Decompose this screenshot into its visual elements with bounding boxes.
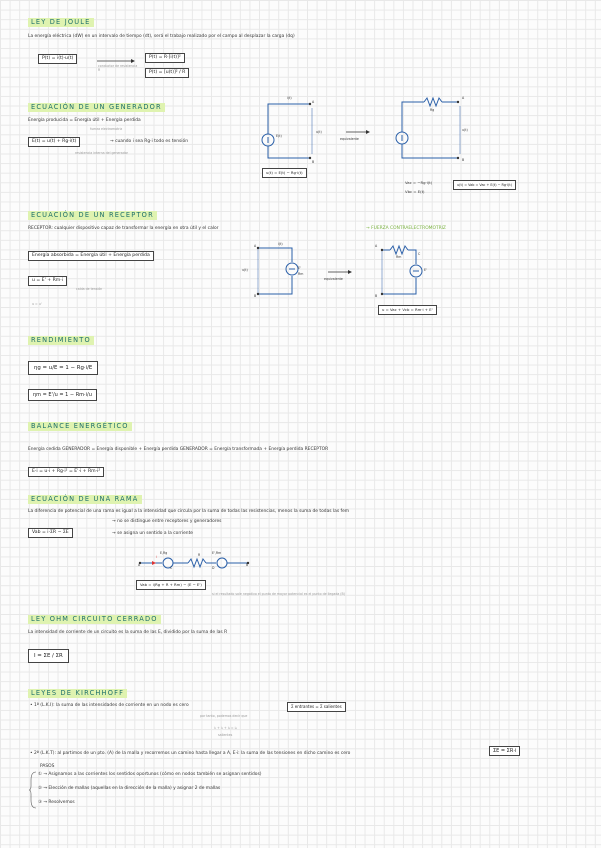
rama-line: La diferencia de potencial de una rama es igual a la intensidad que circula por la suma de todas las resistencias, menos la suma de todas las fem [28, 509, 350, 514]
ohm-line: La intensidad de corriente de un circuito es la suma de las E, dividido por la suma de las R [28, 630, 228, 635]
ohm-heading: LEY OHM CIRCUITO CERRADO [28, 615, 161, 624]
receptor-line: RECEPTOR: cualquier dispositivo capaz de transformar la energía en otra útil y el calor [28, 226, 219, 231]
gen2-a-label: A [462, 96, 465, 100]
rama-note2: → se asigna un sentido a la corriente [112, 531, 194, 536]
gen-et-label: E(t) [276, 134, 282, 138]
rama-eq: Vab = i·ΣR − ΣE [28, 528, 73, 538]
joule-eq2: P(t) = R·[i(t)]² [145, 53, 185, 63]
rama-branch-circuit [136, 551, 256, 573]
rec-e-label: E' [298, 266, 301, 270]
receptor-eq2: u = E' + Rm·i [28, 276, 67, 286]
receptor-heading: ECUACIÓN DE UN RECEPTOR [28, 211, 157, 220]
kirchhoff-law1-note3: salientes [218, 733, 233, 737]
gen-ut-label: u(t) [316, 130, 322, 134]
kirchhoff-steps-brace [28, 770, 38, 810]
rama-r-label: R [198, 553, 201, 557]
generator-equivalent-circuit [388, 92, 468, 168]
generador-line: Energía producida = Energía útil + Energía perdida [28, 118, 141, 123]
receptor-fcem: → FUERZA CONTRAELECTROMOTRIZ [366, 226, 446, 231]
generador-eq-box2: u(t) = Vab = Vac + E(t) − Rg·i(t) [453, 180, 516, 190]
rec-ut-label: u(t) [242, 268, 248, 272]
rec-b-label: B [254, 294, 257, 298]
balance-eq: E·i = u·i + Rg·i² = E'·i + Rm·i² [28, 467, 104, 477]
rama-note3: si el resultado sale negativo el punto de mayor potencial es el punto de llegada (B) [212, 592, 345, 596]
joule-heading: LEY DE JOULE [28, 18, 94, 27]
receptor-note: caída de tensión [76, 287, 103, 291]
rama-e-label: E,Rg [160, 551, 168, 555]
rec-equiv-arrow [326, 268, 352, 276]
generador-eq-box: u(t) = E(t) − Rg·i(t) [262, 168, 307, 178]
kirchhoff-step2: ② → Elección de mallas (aquellas en la dirección de la malla) y asignar 2 de mallas [38, 786, 221, 791]
receptor-circuit [236, 240, 316, 302]
rama-a-label: A [138, 563, 141, 567]
kirchhoff-law1-note1: por tanto, podemos decir que [200, 714, 248, 718]
generador-arrow-note: → cuando i sea Rg·i todo es tensión [110, 139, 188, 144]
generador-heading: ECUACIÓN DE UN GENERADOR [28, 103, 165, 112]
rec-rm-label: Rm [298, 272, 304, 276]
rec2-a-label: A [375, 244, 378, 248]
generador-vac: Vac = −Rg·i(t) [405, 180, 433, 185]
kirchhoff-law2-box: ΣE = ΣR·i [489, 746, 520, 756]
rec2-b-label: B [375, 294, 378, 298]
rendimiento-eq1: ηg = u/E = 1 − Rg·i/E [28, 361, 98, 375]
kirchhoff-heading: LEYES DE KIRCHHOFF [28, 689, 127, 698]
generador-eq: E(t) = u(t) + Rg·i(t) [28, 137, 80, 147]
rec2-rm-label: Rm [396, 255, 402, 259]
rec-equivalent-label: equivalente [324, 277, 343, 281]
joule-eq1: P(t) = i(t)·u(t) [38, 54, 77, 64]
generador-note-top: fuerza electromotriz [90, 127, 123, 131]
gen-equivalent-label: equivalente [340, 137, 359, 141]
rendimiento-heading: RENDIMIENTO [28, 336, 94, 345]
kirchhoff-step3: ③ → Resolvemos [38, 800, 75, 805]
receptor-equivalent-circuit [372, 240, 442, 302]
rama-heading: ECUACIÓN DE UNA RAMA [28, 495, 142, 504]
gen-equiv-arrow [344, 128, 370, 136]
balance-line: Energía cedida GENERADOR = Energía disponible + Energía perdida GENERADOR = Energía transformada + Energía perdida RECEPTOR [28, 447, 329, 452]
rec-it-label: i(t) [278, 242, 283, 246]
rec2-c-label: C [418, 252, 421, 256]
rendimiento-eq2: ηm = E'/u = 1 − Rm·i/u [28, 389, 97, 401]
rama-b-label: B [246, 563, 249, 567]
kirchhoff-step1: ① → Asignamos a las corrientes los sentidos oportunos (cómo en nodos también se asignan sentidos) [38, 772, 262, 777]
receptor-eq-box: u = Vac + Vcb = Rm·i + E' [378, 305, 437, 315]
gen-a-label: A [312, 100, 315, 104]
gen2-rg-label: Rg [430, 108, 435, 112]
rec2-e-label: E' [424, 268, 427, 272]
generador-vbc: Vbc = E(t) [405, 189, 425, 194]
rec-a-label: A [254, 244, 257, 248]
rama-eq-box: Vab = i(Rg + R + Rm) − (E − E') [136, 580, 206, 590]
kirchhoff-law1: • 1ª (L.K.I): la suma de las intensidades de corriente en un nodo es cero [30, 703, 189, 708]
joule-intro: La energía eléctrica (dW) en un intervalo de tiempo (dt), será el trabajo realizado por el campo al desplazar la carga (dq) [28, 34, 295, 39]
kirchhoff-steps-label: PASOS [40, 764, 55, 769]
kirchhoff-law2: • 2ª (L.K.T): al partimos de un pto. (A) de la malla y recorremos un camino hasta llegar a A, E·i: la suma de las tensiones en dicho camino es cero [30, 751, 351, 756]
ohm-eq: I = ΣE / ΣR [28, 649, 69, 663]
rama-i-label: i [156, 555, 157, 559]
rama-e2-label: E',Rm [212, 551, 222, 555]
rama-d-label: D [212, 566, 215, 570]
gen-b-label: B [312, 160, 315, 164]
kirchhoff-law1-box: Σ entrantes = Σ salientes [287, 702, 346, 712]
joule-eq3: P(t) = [u(t)]² / R [145, 68, 189, 78]
joule-note1: conductor de resistencia R [98, 64, 138, 72]
gen2-b-label: B [462, 158, 465, 162]
gen-it-label: i(t) [287, 96, 292, 100]
receptor-eq1: Energía absorbida = Energía útil + Energía perdida [28, 251, 154, 261]
generador-note-bottom: resistencia interna del generador [75, 151, 128, 155]
rama-note1: → no se distingue entre receptores y generadores [112, 519, 222, 524]
receptor-note2: u = u' [32, 302, 42, 306]
kirchhoff-law1-note2: i₁ + i₂ + i₃ = i₄ [214, 726, 237, 730]
gen2-ut-label: u(t) [462, 128, 468, 132]
balance-heading: BALANCE ENERGÉTICO [28, 422, 132, 431]
rama-c-label: C [170, 566, 173, 570]
